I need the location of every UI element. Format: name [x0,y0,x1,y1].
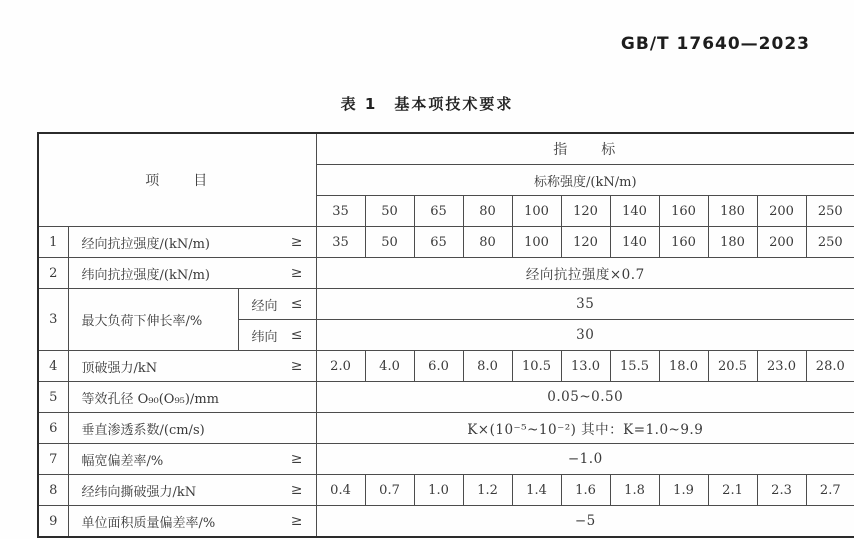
item-label: 最大负荷下伸长率/% [81,314,203,329]
item-label: 垂直渗透系数/(cm/s) [81,422,205,438]
value-cell: 80 [463,227,512,258]
value-cell: 18.0 [659,351,708,382]
geq-symbol: ≥ [290,513,303,529]
item-label: 经向抗拉强度/(kN/m) [81,236,210,252]
span-value-cell: 35 [316,289,854,320]
strength-value-cell: 50 [365,196,414,227]
value-cell: 100 [512,227,561,258]
row-number-cell: 5 [38,382,68,413]
row-number-cell: 8 [38,475,68,506]
table-row [38,475,854,506]
spec-table [37,132,854,538]
value-cell: 140 [610,227,659,258]
value-cell: 180 [708,227,757,258]
value-cell: 2.3 [757,475,806,506]
strength-header-cell: 标称强度/(kN/m) [316,165,854,196]
strength-value-cell: 65 [414,196,463,227]
item-label-cell [68,289,238,351]
index-header-cell: 指 标 [316,133,854,165]
span-value-cell: 30 [316,320,854,351]
table-row [38,351,854,382]
item-label: 纬向抗拉强度/(kN/m) [81,267,210,283]
value-cell: 1.9 [659,475,708,506]
value-cell: 28.0 [806,351,854,382]
value-cell: 10.5 [512,351,561,382]
leq-symbol: ≤ [290,327,303,343]
value-cell: 6.0 [414,351,463,382]
row-number-cell: 1 [38,227,68,258]
value-cell: 2.7 [806,475,854,506]
row-number-cell: 3 [38,289,68,351]
table-row [38,258,854,289]
value-cell: 2.1 [708,475,757,506]
item-header-cell: 项 目 [38,133,316,227]
direction-label: 经向 [251,298,278,314]
table-row [38,506,854,538]
row-number-cell: 4 [38,351,68,382]
row-number-cell: 7 [38,444,68,475]
strength-value-cell: 160 [659,196,708,227]
value-cell: 15.5 [610,351,659,382]
span-value-cell: −5 [316,506,854,538]
row-number-cell: 6 [38,413,68,444]
value-cell: 35 [316,227,365,258]
sub-direction-cell [238,320,316,351]
leq-symbol: ≤ [290,296,303,312]
item-label-cell [68,475,316,506]
span-value-cell: 经向抗拉强度×0.7 [316,258,854,289]
span-value-cell: K×(10⁻⁵~10⁻²) 其中：K=1.0~9.9 [316,413,854,444]
geq-symbol: ≥ [290,358,303,374]
row-number-cell: 9 [38,506,68,538]
strength-value-cell: 250 [806,196,854,227]
table-row [38,413,854,444]
span-value-cell: −1.0 [316,444,854,475]
item-label: 等效孔径 O₉₀(O₉₅)/mm [81,391,219,407]
value-cell: 1.8 [610,475,659,506]
geq-symbol: ≥ [290,234,303,250]
value-cell: 120 [561,227,610,258]
value-cell: 0.4 [316,475,365,506]
value-cell: 250 [806,227,854,258]
table-row [38,227,854,258]
item-label-cell [68,258,316,289]
strength-value-cell: 100 [512,196,561,227]
item-label: 幅宽偏差率/% [81,453,164,469]
value-cell: 4.0 [365,351,414,382]
value-cell: 160 [659,227,708,258]
standard-number: GB/T 17640—2023 [620,34,810,54]
value-cell: 20.5 [708,351,757,382]
sub-direction-cell [238,289,316,320]
direction-label: 纬向 [251,329,278,345]
item-label: 单位面积质量偏差率/% [81,515,216,531]
item-label-cell [68,444,316,475]
strength-value-cell: 80 [463,196,512,227]
table-caption: 表 1 基本项技术要求 [340,95,514,113]
strength-value-cell: 200 [757,196,806,227]
value-cell: 2.0 [316,351,365,382]
item-label-cell [68,382,316,413]
strength-value-cell: 140 [610,196,659,227]
strength-value-cell: 35 [316,196,365,227]
span-value-cell: 0.05~0.50 [316,382,854,413]
value-cell: 1.6 [561,475,610,506]
value-cell: 1.4 [512,475,561,506]
item-label-cell [68,351,316,382]
value-cell: 8.0 [463,351,512,382]
header-row-index [38,133,854,165]
item-label-cell [68,227,316,258]
value-cell: 13.0 [561,351,610,382]
item-label: 经纬向撕破强力/kN [81,484,197,500]
table-row [38,289,854,320]
geq-symbol: ≥ [290,451,303,467]
item-label-cell [68,506,316,538]
item-label-cell [68,413,316,444]
row-number-cell: 2 [38,258,68,289]
table-row [38,444,854,475]
value-cell: 65 [414,227,463,258]
strength-value-cell: 180 [708,196,757,227]
value-cell: 1.0 [414,475,463,506]
value-cell: 50 [365,227,414,258]
value-cell: 200 [757,227,806,258]
table-row [38,382,854,413]
geq-symbol: ≥ [290,265,303,281]
item-label: 顶破强力/kN [81,360,158,376]
value-cell: 0.7 [365,475,414,506]
value-cell: 23.0 [757,351,806,382]
strength-value-cell: 120 [561,196,610,227]
value-cell: 1.2 [463,475,512,506]
geq-symbol: ≥ [290,482,303,498]
